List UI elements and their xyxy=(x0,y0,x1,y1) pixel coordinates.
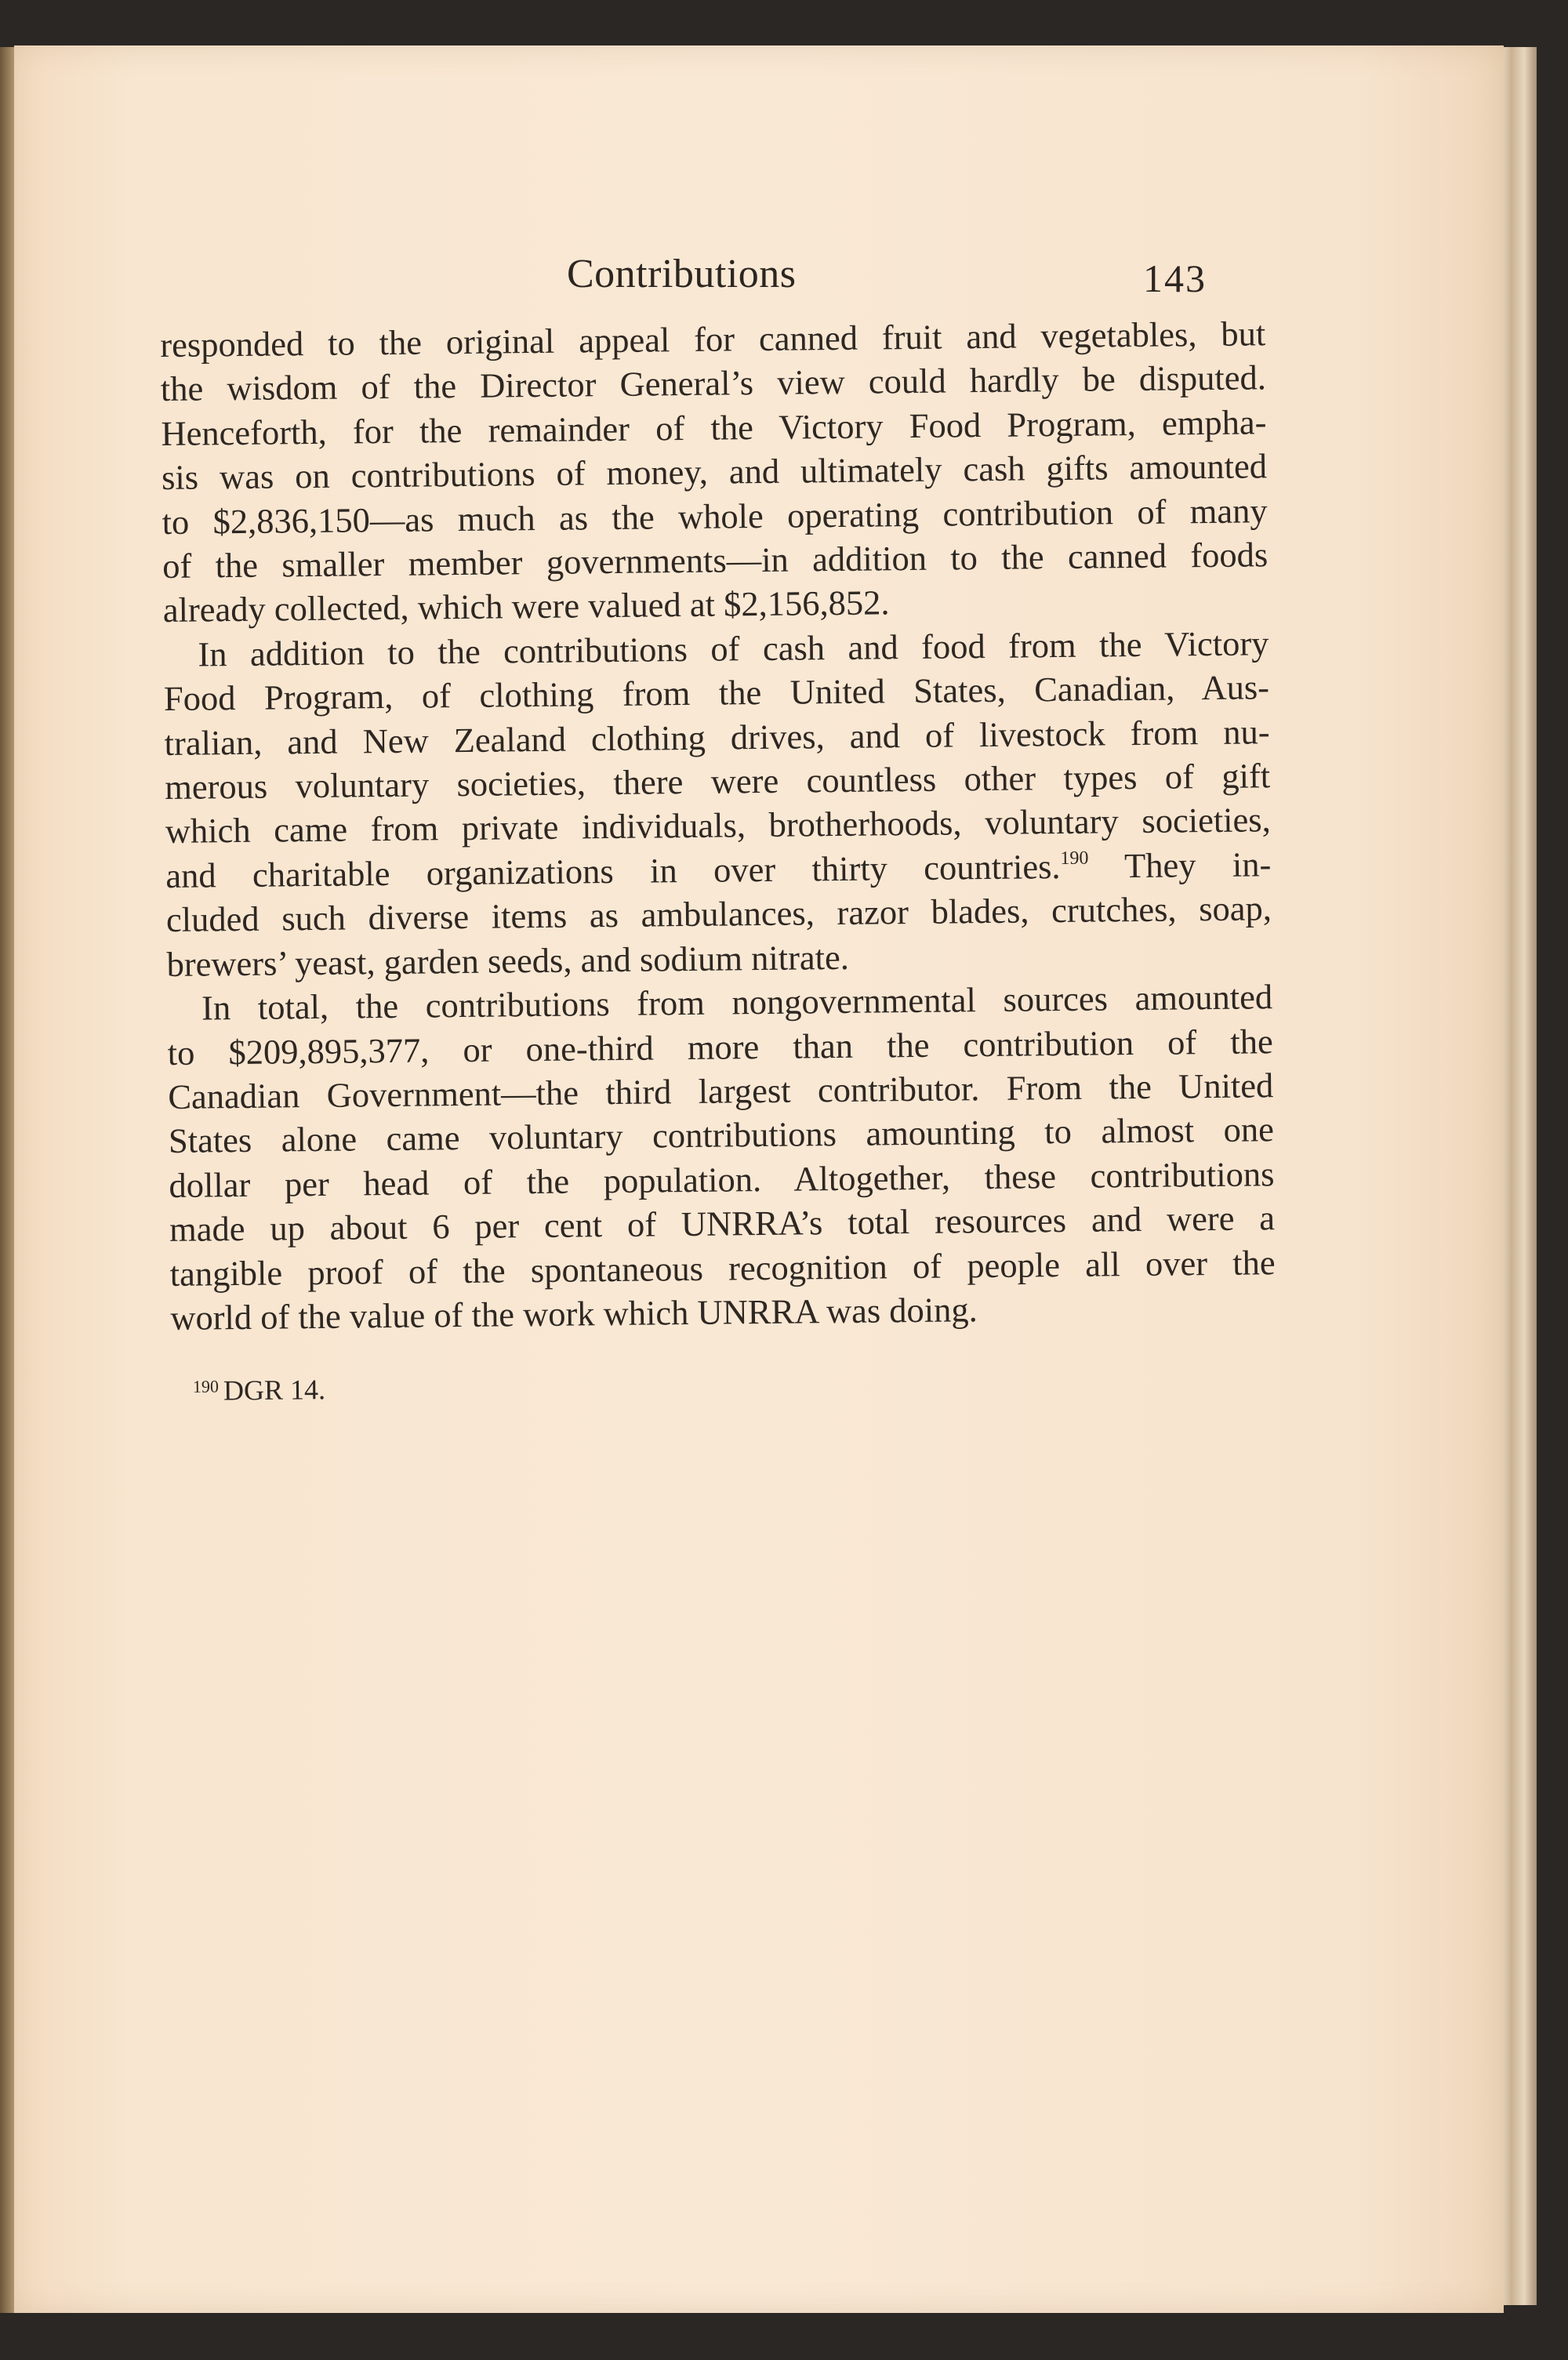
text-line: the wisdom of the Director General’s view could hardly be disputed. xyxy=(160,358,1267,409)
text-line: sis was on contributions of money, and ultimately cash gifts amounted xyxy=(161,446,1268,498)
text-line: brewers’ yeast, garden seeds, and sodium nitrate. xyxy=(166,937,850,984)
text-line: tangible proof of the spontaneous recognition of people all over the xyxy=(169,1242,1276,1294)
text-line: merous voluntary societies, there were countless other types of gift xyxy=(164,756,1271,808)
text-line: responded to the original appeal for canned fruit and vegetables, but xyxy=(160,314,1266,365)
text-line: to $2,836,150—as much as the whole operating contribution of many xyxy=(162,490,1268,542)
text-line: world of the value of the work which UNRRA was doing. xyxy=(170,1290,978,1338)
footnote-number: 190 xyxy=(192,1376,220,1396)
book-page xyxy=(14,45,1504,2313)
text-line: In addition to the contributions of cash and food from the Victory xyxy=(198,623,1269,674)
text-line: In total, the contributions from nongovernmental sources amounted xyxy=(201,977,1273,1028)
footnote-text: DGR 14. xyxy=(223,1374,326,1407)
text-line: States alone came voluntary contributions amounting to almost one xyxy=(168,1109,1275,1161)
text-line: cluded such diverse items as ambulances, razor blades, crutches, soap, xyxy=(165,888,1272,940)
footnote-reference: 190 xyxy=(1060,848,1089,869)
running-head-title: Contributions xyxy=(567,252,797,296)
body-text xyxy=(160,311,1276,1340)
text-line: which came from private individuals, brotherhoods, voluntary societies, xyxy=(165,800,1271,851)
text-line: Food Program, of clothing from the United States, Canadian, Aus- xyxy=(163,667,1270,719)
footnote xyxy=(193,1373,325,1407)
text-line: of the smaller member governments—in addition to the canned foods xyxy=(162,535,1269,586)
text-fragment: and charitable organizations in over thirty countries. xyxy=(165,846,1061,895)
text-fragment: They in- xyxy=(1088,844,1272,886)
page-number: 143 xyxy=(1143,256,1207,300)
text-line: tralian, and New Zealand clothing drives, and of livestock from nu- xyxy=(164,711,1270,763)
text-line: Henceforth, for the remainder of the Victory Food Program, empha- xyxy=(161,402,1267,453)
text-line: Canadian Government—the third largest contributor. From the United xyxy=(168,1066,1274,1116)
running-head xyxy=(14,251,1504,306)
text-line: to $209,895,377, or one-third more than the contribution of the xyxy=(167,1021,1273,1073)
text-line: dollar per head of the population. Altogether, these contributions xyxy=(169,1153,1275,1205)
text-line: made up about 6 per cent of UNRRA’s total resources and were a xyxy=(169,1198,1276,1250)
text-line: already collected, which were valued at $2,156,852. xyxy=(162,583,890,630)
